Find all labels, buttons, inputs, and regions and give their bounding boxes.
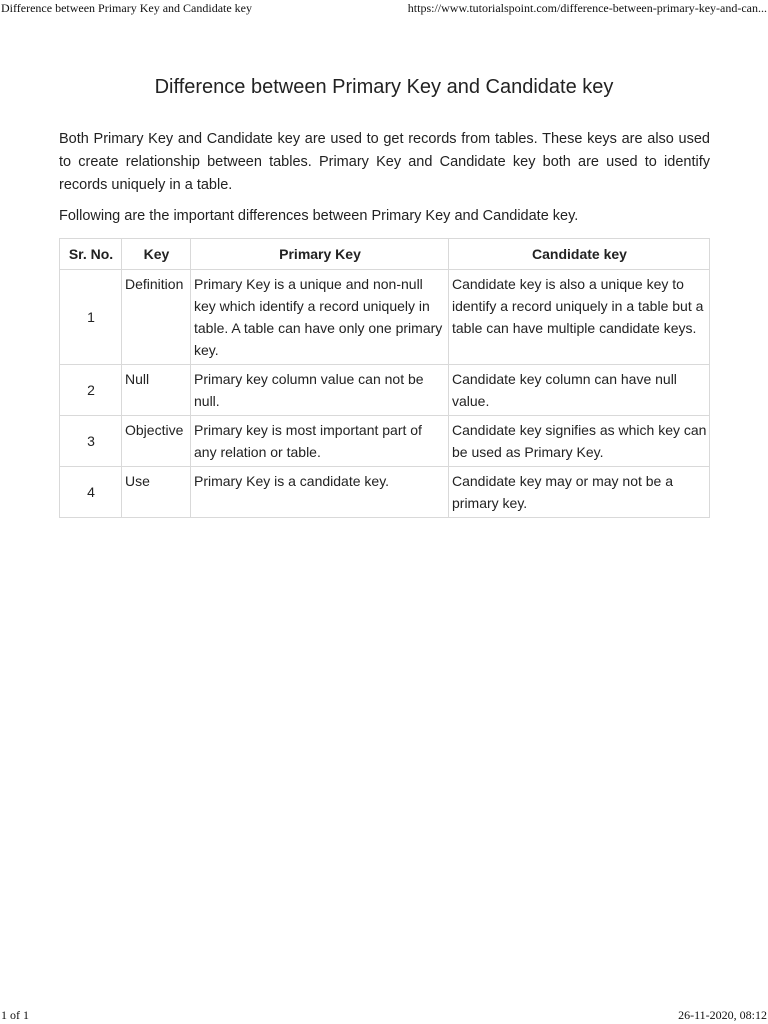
cell-sr-no: 3 — [60, 416, 122, 467]
header-sr-no: Sr. No. — [60, 239, 122, 270]
subintro-paragraph: Following are the important differences between Primary Key and Candidate key. — [59, 208, 579, 224]
cell-key: Use — [122, 467, 191, 518]
print-header — [0, 1, 768, 17]
table-header-row — [60, 239, 710, 270]
table-row — [60, 365, 710, 416]
header-key: Key — [122, 239, 191, 270]
cell-primary-key: Primary key column value can not be null. — [191, 365, 449, 416]
header-candidate-key: Candidate key — [449, 239, 710, 270]
cell-primary-key: Primary key is most important part of any relation or table. — [191, 416, 449, 467]
table-row — [60, 270, 710, 365]
cell-key: Definition — [122, 270, 191, 365]
print-datetime: 26-11-2020, 08:12 — [678, 1008, 767, 1022]
header-primary-key: Primary Key — [191, 239, 449, 270]
table-row — [60, 467, 710, 518]
page-count: 1 of 1 — [1, 1008, 29, 1022]
print-header-title: Difference between Primary Key and Candidate key — [1, 1, 253, 15]
print-header-url: https://www.tutorialspoint.com/difference-between-primary-key-and-can... — [407, 1, 767, 15]
print-footer — [0, 1008, 768, 1024]
cell-primary-key: Primary Key is a candidate key. — [191, 467, 449, 518]
cell-sr-no: 4 — [60, 467, 122, 518]
cell-candidate-key: Candidate key may or may not be a primary key. — [449, 467, 710, 518]
intro-paragraph: Both Primary Key and Candidate key are used to get records from tables. These keys are also used to create relationship between tables. Primary Key and Candidate key both are used to identify records uniquely in a table. — [59, 131, 710, 193]
cell-sr-no: 2 — [60, 365, 122, 416]
cell-candidate-key: Candidate key is also a unique key to identify a record uniquely in a table but a table can have multiple candidate keys. — [449, 270, 710, 365]
differences-table — [59, 238, 710, 518]
cell-key: Objective — [122, 416, 191, 467]
page-title: Difference between Primary Key and Candidate key — [154, 76, 614, 98]
cell-primary-key: Primary Key is a unique and non-null key which identify a record uniquely in table. A table can have only one primary key. — [191, 270, 449, 365]
cell-key: Null — [122, 365, 191, 416]
table-row — [60, 416, 710, 467]
cell-candidate-key: Candidate key column can have null value. — [449, 365, 710, 416]
cell-sr-no: 1 — [60, 270, 122, 365]
cell-candidate-key: Candidate key signifies as which key can be used as Primary Key. — [449, 416, 710, 467]
